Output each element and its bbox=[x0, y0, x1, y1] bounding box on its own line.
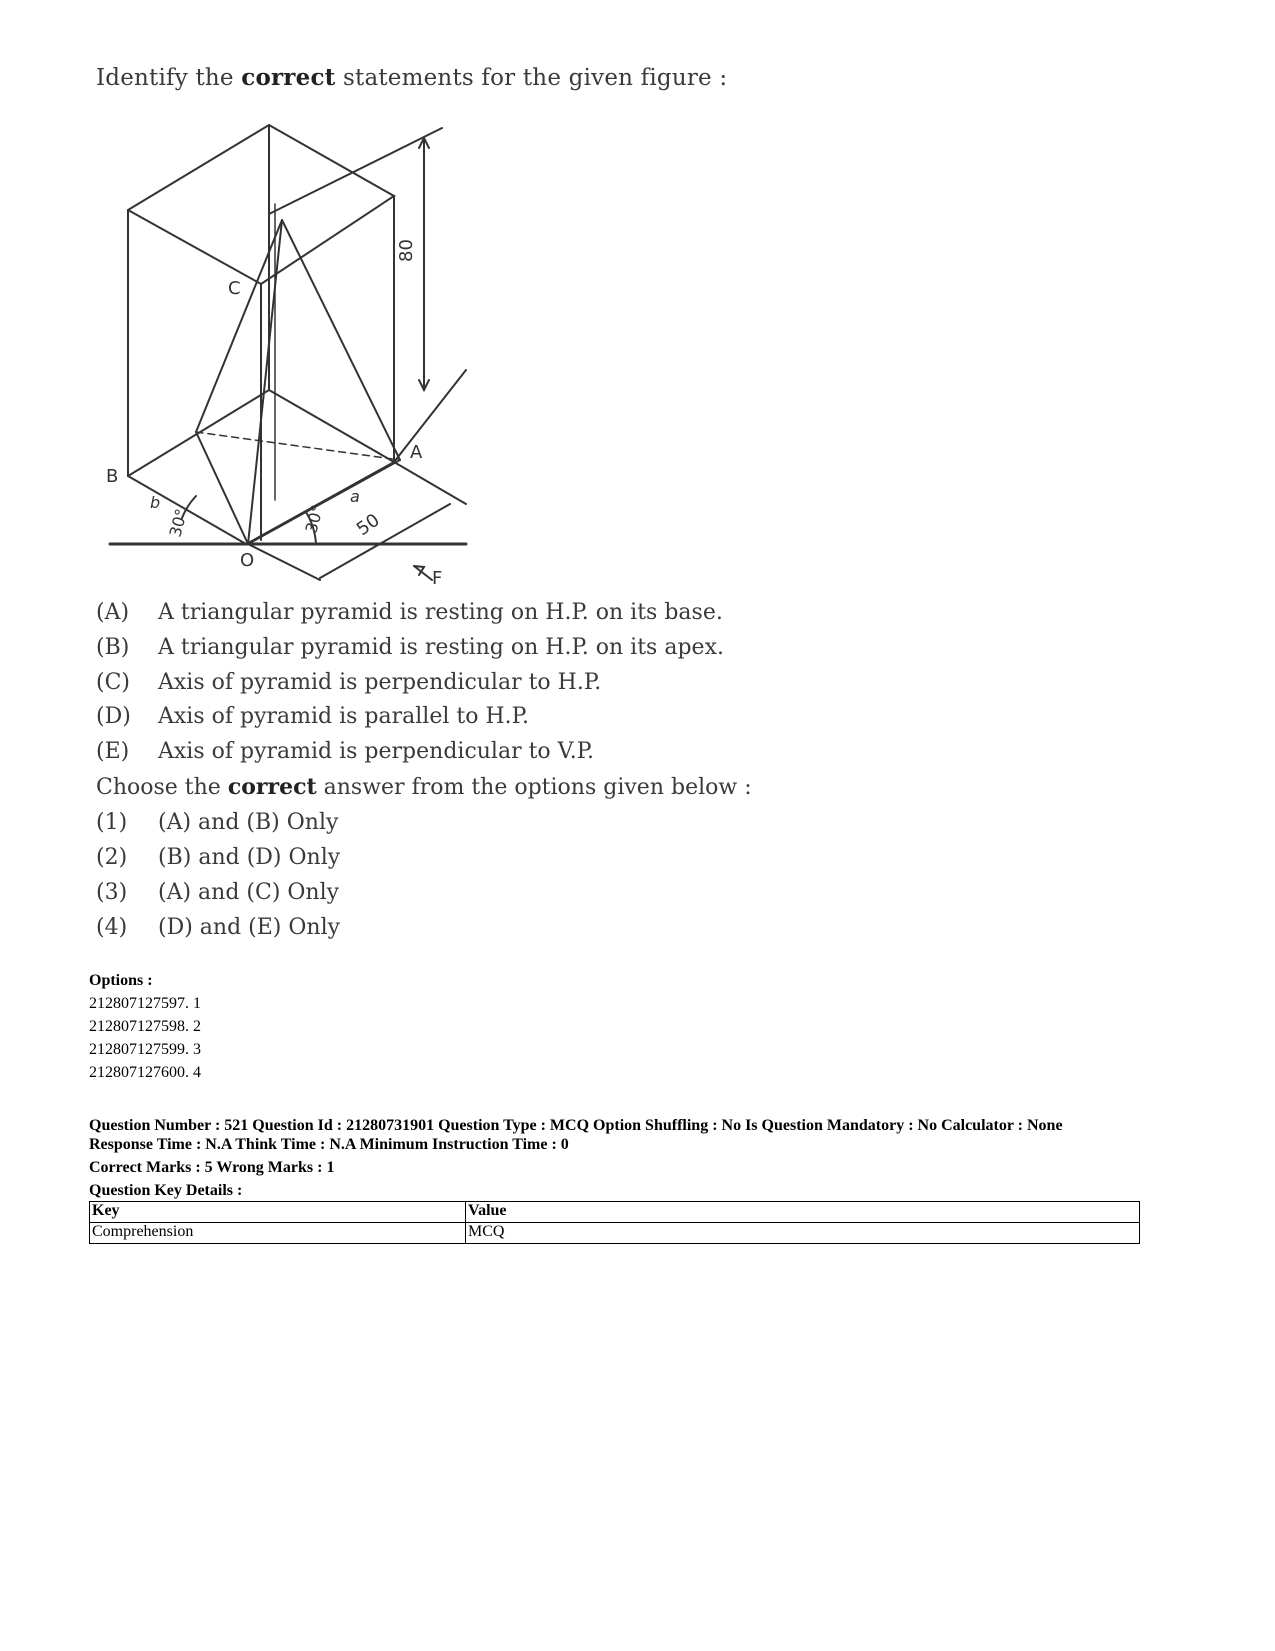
prism-bottom-edge bbox=[128, 476, 246, 544]
label-dim-50: 50 bbox=[352, 509, 384, 541]
answer-4: (4) (D) and (E) Only bbox=[96, 915, 341, 940]
statement-a: (A) A triangular pyramid is resting on H.P. on its base. bbox=[96, 600, 723, 625]
dim-50-line bbox=[320, 504, 450, 578]
dim-extension-line bbox=[248, 544, 320, 580]
table-row bbox=[90, 1223, 1140, 1244]
prism-top-edge bbox=[128, 210, 261, 284]
pyramid-figure bbox=[106, 120, 510, 610]
answer-3: (3) (A) and (C) Only bbox=[96, 880, 340, 905]
option-item-2: 212807127598. 2 bbox=[89, 1018, 201, 1035]
label-f: F bbox=[432, 568, 443, 589]
choose-instruction: Choose the correct answer from the options given below : bbox=[96, 774, 752, 800]
label-b: B bbox=[106, 466, 119, 487]
table-cell-key: Comprehension bbox=[90, 1223, 466, 1244]
pyramid-edge bbox=[248, 220, 282, 544]
dim-extension-line bbox=[394, 462, 466, 504]
key-details-table bbox=[89, 1201, 1140, 1244]
table-header-key: Key bbox=[90, 1202, 466, 1223]
table-cell-value: MCQ bbox=[466, 1223, 1140, 1244]
marks-line: Correct Marks : 5 Wrong Marks : 1 bbox=[89, 1159, 335, 1176]
pyramid-edge bbox=[282, 220, 400, 460]
key-details-heading: Question Key Details : bbox=[89, 1182, 243, 1199]
pyramid-hidden-edge bbox=[196, 432, 400, 460]
table-header-row bbox=[90, 1202, 1140, 1223]
answer-1: (1) (A) and (B) Only bbox=[96, 810, 339, 835]
label-a: A bbox=[410, 442, 423, 463]
answer-2: (2) (B) and (D) Only bbox=[96, 845, 341, 870]
options-heading: Options : bbox=[89, 972, 153, 989]
label-c: C bbox=[228, 278, 241, 299]
dim-extension-line bbox=[394, 370, 466, 462]
label-o: O bbox=[240, 550, 255, 571]
label-angle-right: 30° bbox=[301, 502, 328, 536]
statement-e: (E) Axis of pyramid is perpendicular to V.P. bbox=[96, 739, 595, 764]
option-item-3: 212807127599. 3 bbox=[89, 1041, 201, 1058]
table-header-value: Value bbox=[466, 1202, 1140, 1223]
dim-extension-line bbox=[269, 128, 442, 214]
label-dim-80: 80 bbox=[396, 239, 417, 262]
label-angle-left: 30° bbox=[165, 506, 192, 540]
label-small-b: b bbox=[150, 493, 161, 512]
statement-c: (C) Axis of pyramid is perpendicular to H.P. bbox=[96, 670, 602, 695]
question-meta-line2: Response Time : N.A Think Time : N.A Minimum Instruction Time : 0 bbox=[89, 1136, 569, 1153]
option-item-1: 212807127597. 1 bbox=[89, 995, 201, 1012]
pyramid-edge bbox=[196, 432, 248, 544]
statement-d: (D) Axis of pyramid is parallel to H.P. bbox=[96, 704, 529, 729]
statement-b: (B) A triangular pyramid is resting on H.P. on its apex. bbox=[96, 635, 724, 660]
option-item-4: 212807127600. 4 bbox=[89, 1064, 201, 1081]
question-meta-line1: Question Number : 521 Question Id : 21280731901 Question Type : MCQ Option Shuffling : No Is Question Mandatory : No Calculator : None bbox=[89, 1117, 1063, 1134]
question-prompt: Identify the correct statements for the given figure : bbox=[96, 64, 728, 91]
prism-top-edge bbox=[128, 125, 394, 284]
label-small-a: a bbox=[350, 487, 360, 506]
